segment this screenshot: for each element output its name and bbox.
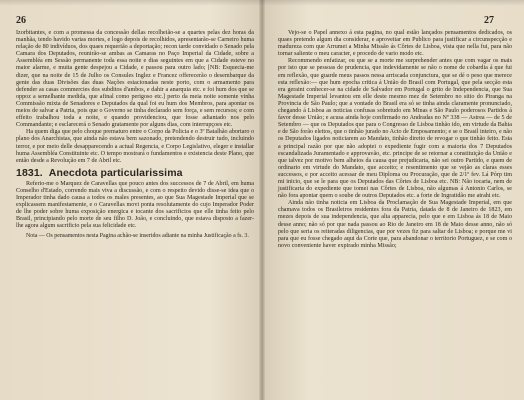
paragraph: Izorbitantes, e com a promessa da concessão dellas recolheião-se a quartes pelas dez horas da manhãa, tendo havido varias mortes, e logo depois de recolhidos, apresentarão-se Carneiro huma relação de 80 indivíduos, dos quaes requerião a deportação; recon tarde convidado o Senado pela Camara dos Deputados, reunirão-se ambas as Camaras no Paço Imperial da Cidade, sobre a Assembléa em Sessão permanente toda essa noite e dias seguintes em que a Cidade esteve no maior alarme, e muita gente despejou a Cidade, e passou para outro lado; [NB: Esquecia-me dizer, que na noite de 15 de Julho os Consules Inglez e Francez offerecerão o desembarque da gente das duas Divisões das duas Nações estacionadas neste porto, com o armamento para defender as casas commercies dos subditos d'ambos, e dahir a anarquia etc. e foi hum dos que se oppoz a semelhante medida, que afinal como perigoso etc.] perto da meia noite somente vinha Commissão mixta de Senadores e Deputados da qual foi eu hum dos Membros, para apontar os meios de salvar a Patria, pois que o Governo se tinha declarado sem força, e sem recursos; e com effeito trabalhou toda a noite, e quando providenciou, que fosse adiantado nos pelo Commandante; e esclarecerá o Senado gratamente por alguns dias, com interrupçoes etc.: [16, 30, 254, 129]
right-page: [262, 0, 524, 400]
paragraph: Ainda não tinha noticia em Lisboa da Proclamação de Sua Magestade Imperial, em que chamava todos os Brasileiros residentes fora da Patria, datada de 8 de Janeiro de 1823, em mezes depois de sua independencia, que alta apparecia, pelo que e em Lisboa ás 18 de Maio desse anno; não só por que nada passou ao Rio de Janeiro em 18 de Maio desse anno, não só pelo que seria os reiteradas diligencias, que por vezes fiz para saltar de Lisboa; e porque me vi para que eu fosse chegado aqui da Corte que, para abandonar o territorio Portuguez, e se com o novo conveniente haver expirado minha Missão;: [278, 200, 512, 249]
section-year: 1831.: [16, 166, 43, 179]
right-page-body: [278, 30, 512, 250]
book-gutter: [259, 0, 265, 400]
page-shadow: [262, 0, 524, 6]
page-number-left: 26: [16, 15, 26, 26]
paragraph: Ha quem diga que pelo choque prematuro entre o Corpo da Policia e o 3º Batalhão abortaro o plano dos Anarchistas, que ainda não estava bem sazonado, pretendendo destruir tudo, incluindo terror, e por meio delle desapparecendo a actual Regencia, e Corpo Legislativo, eleger e installar huma Assembléa Constituinte etc. O tempo mostrará o fundamentos e existencia deste Plano, que então desde a Revolução em 7 de Abril etc.: [16, 129, 254, 164]
section-title: Anecdota particularissima: [48, 166, 183, 179]
paragraph: Recommendo enfatizar, ou que se a morte me surprehender antes que com vagar os mais por isto que se pessoas de prudencia, que indevidamente se não o nome de cobardia á que fui em reflexão, que guarde meus passos nessa arriscada conjunctura, que se dé o peso que merece esta reflexão:— que hum epocha critica á União do Brasil com Portugal, que pela secção esta era geraint conhecer-se na cidade de Salvador em Portugal o grito de Independencia, que Sua Magestade Imperial levantou em elle deste mesmo mez de Setembro no sitio do Piranga na Provincia de São Paulo; que a vontade do Brasil era só se tinha ainda claramente pronunciado, chegando á Lisboa as noticias confusas sobretudo em Minas e São Paulo poderosos Partidos á favor desse União; e acusa ainda hoje confirmado no Andradas no Nº 338 — Astrea — de 5 de Setembro — que os Deputados que para o Congresso de Lisboa tinhão ido, em virtude da Bahia e de São forão eleitos, que o tinhão jurado no Acto de Emposamento; e se o Brasil inteiro, e não os Deputados ligados noticiarem ao Mandato, tinhão direito de revogar o que tinhão feito. Esta a principal razão por que não adoptei o expediente fugir com a maioria dos 7 Deputados escandalizada Juramentado e approvavão, etc. principe de se retornar a constituição da União e que talvez por motivo bem alheios da causa que prejudicaria, não sei outro Partido, e quem de ordinario em virtude do Mandato, que acceito; e resentimento que se vejão as claras esses successos, e por acceito acessar de meu Diploma ou Procuração, que de 2/1º fev. Lá Pórp tim mi inicio, que se le para que os Deputados das Côrtes de Lisboa etc. NB: Não tocaria, nem de justificaria do expediente que tomei nas Côrtes de Lisboa, não algumas á Antonio Carlos, se não fora apontar quem o soube de outros Deputados etc. a forte de Ingratidão me atrahi etc.: [278, 58, 512, 200]
page-number-right: 27: [484, 15, 494, 26]
page-shadow: [0, 0, 262, 6]
section-heading: [16, 166, 254, 179]
paragraph: Vejo-se o Papel annexo á esta pagina, no qual estão lançados pensamentos dedicados, os quaes pretendo algum dia considerar, e aproveitar em Publico para justificar a circunspecção e madureza com que Arrumei a Minha Missão ás Côrtes de Lisboa, vista que nella fui, para não tornar saliente o meu caracter, e procedo de vario modo etc.: [278, 30, 512, 58]
left-page-body: [16, 30, 254, 239]
note: Nota — Os pensamentos nesta Pagina achão-se inseridos adiante na minha Justificação a fs. 3.: [26, 232, 249, 239]
paragraph: Referio-me o Marquez de Caravellas que pouco antes dos successos de 7 de Abril, em huma Conselho d'Estado, correndo mais viva a discussão, e com o respeito devido disse-se idea que o Imperador tinha dado causa a todos os males presentes, ao que Sua Magestade Imperial que se explicassem manifestamente, e o Caravellas movi ponta resolutamente do cujo Imperador Poder de lhe poder sobre huma exposição energica e tocante dos sacrificios que elle tinha feito pelo Brasil, principiando pelo morte de seu filho D. João, e concluindo, que estava disposto a fazer-lhe agora algum sacrificio pela sua felicidade etc.: [16, 180, 254, 230]
